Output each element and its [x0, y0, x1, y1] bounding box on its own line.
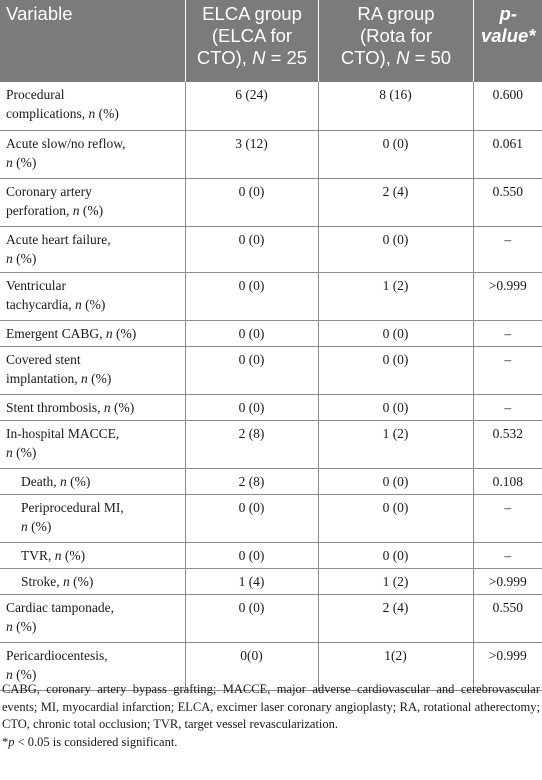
table-row — [0, 272, 542, 320]
header-p-value: p- value* — [473, 0, 542, 82]
row-label-tvr: TVR, n (%) — [0, 542, 185, 568]
ra-value: 0 (0) — [318, 468, 473, 494]
row-label-covered-stent-implantation: Covered stent implantation, n (%) — [0, 346, 185, 394]
significance-footnote: *p < 0.05 is considered significant. — [2, 734, 178, 749]
table-row — [0, 394, 542, 420]
table-row — [0, 542, 542, 568]
table-footnotes — [2, 681, 540, 751]
p-value: – — [473, 346, 542, 394]
p-value: 0.061 — [473, 130, 542, 178]
p-value: 0.108 — [473, 468, 542, 494]
row-label-death: Death, n (%) — [0, 468, 185, 494]
elca-value: 6 (24) — [185, 82, 318, 130]
abbreviations-footnote: CABG, coronary artery bypass grafting; MACCE, major adverse cardiovascular and cerebrovascular events; MI, myocardial infarction; ELCA, excimer laser coronary angioplasty; RA, rotational atherectomy; CTO, chronic total occlusion; TVR, target vessel revascularization. — [2, 682, 540, 731]
header-variable: Variable — [0, 0, 185, 82]
elca-value: 0 (0) — [185, 542, 318, 568]
p-value: >0.999 — [473, 568, 542, 594]
elca-value: 0 (0) — [185, 394, 318, 420]
elca-value: 0 (0) — [185, 494, 318, 542]
row-label-periprocedural-mi: Periprocedural MI, n (%) — [0, 494, 185, 542]
ra-value: 1 (2) — [318, 420, 473, 468]
elca-value: 0 (0) — [185, 594, 318, 642]
ra-value: 0 (0) — [318, 394, 473, 420]
row-label-cardiac-tamponade: Cardiac tamponade, n (%) — [0, 594, 185, 642]
elca-value: 3 (12) — [185, 130, 318, 178]
elca-value: 0 (0) — [185, 272, 318, 320]
table-row — [0, 226, 542, 272]
elca-value: 2 (8) — [185, 420, 318, 468]
p-value: – — [473, 394, 542, 420]
row-label-pericardiocentesis: Pericardiocentesis, n (%) — [0, 642, 185, 690]
ra-value: 0 (0) — [318, 346, 473, 394]
ra-value: 1 (2) — [318, 568, 473, 594]
ra-value: 0 (0) — [318, 130, 473, 178]
table-header — [0, 0, 542, 82]
table-body — [0, 82, 542, 690]
elca-value: 1 (4) — [185, 568, 318, 594]
table-row — [0, 468, 542, 494]
row-label-procedural-complications: Procedural complications, n (%) — [0, 82, 185, 130]
p-value: 0.532 — [473, 420, 542, 468]
table-row — [0, 178, 542, 226]
ra-value: 0 (0) — [318, 226, 473, 272]
ra-value: 2 (4) — [318, 594, 473, 642]
ra-value: 8 (16) — [318, 82, 473, 130]
p-value: – — [473, 542, 542, 568]
row-label-acute-heart-failure: Acute heart failure, n (%) — [0, 226, 185, 272]
table-row — [0, 130, 542, 178]
elca-value: 2 (8) — [185, 468, 318, 494]
table-row — [0, 82, 542, 130]
elca-value: 0 (0) — [185, 178, 318, 226]
ra-value: 1(2) — [318, 642, 473, 690]
header-ra-group: RA group (Rota for CTO), N = 50 — [318, 0, 473, 82]
p-value: 0.550 — [473, 594, 542, 642]
elca-value: 0 (0) — [185, 346, 318, 394]
p-value: – — [473, 226, 542, 272]
row-label-stroke: Stroke, n (%) — [0, 568, 185, 594]
p-value: >0.999 — [473, 272, 542, 320]
row-label-emergent-cabg: Emergent CABG, n (%) — [0, 320, 185, 346]
ra-value: 0 (0) — [318, 494, 473, 542]
p-value: 0.550 — [473, 178, 542, 226]
table-row — [0, 346, 542, 394]
row-label-in-hospital-macce: In-hospital MACCE, n (%) — [0, 420, 185, 468]
row-label-ventricular-tachycardia: Ventricular tachycardia, n (%) — [0, 272, 185, 320]
p-value: 0.600 — [473, 82, 542, 130]
elca-value: 0 (0) — [185, 320, 318, 346]
elca-value: 0 (0) — [185, 226, 318, 272]
p-value: – — [473, 320, 542, 346]
table-row — [0, 320, 542, 346]
p-value: >0.999 — [473, 642, 542, 690]
elca-value: 0(0) — [185, 642, 318, 690]
ra-value: 0 (0) — [318, 320, 473, 346]
table-row — [0, 568, 542, 594]
table-row — [0, 420, 542, 468]
ra-value: 0 (0) — [318, 542, 473, 568]
header-elca-group: ELCA group (ELCA for CTO), N = 25 — [185, 0, 318, 82]
ra-value: 2 (4) — [318, 178, 473, 226]
row-label-coronary-artery-perforation: Coronary artery perforation, n (%) — [0, 178, 185, 226]
row-label-acute-slow-no-reflow: Acute slow/no reflow, n (%) — [0, 130, 185, 178]
table-row — [0, 494, 542, 542]
row-label-stent-thrombosis: Stent thrombosis, n (%) — [0, 394, 185, 420]
p-value: – — [473, 494, 542, 542]
table-row — [0, 594, 542, 642]
ra-value: 1 (2) — [318, 272, 473, 320]
